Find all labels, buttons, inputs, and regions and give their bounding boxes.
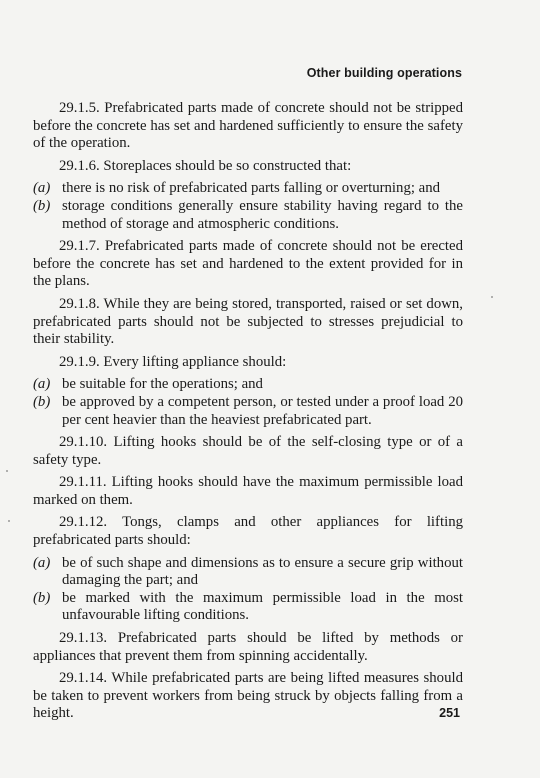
clause-29-1-10: 29.1.10. Lifting hooks should be of the self-closing type or of a safety type.: [33, 434, 463, 468]
list-item: [33, 198, 463, 233]
item-label: (b): [33, 393, 51, 410]
item-label: (a): [33, 376, 51, 393]
scan-speck: [491, 296, 493, 298]
item-label: (a): [33, 180, 51, 197]
clause-29-1-11: 29.1.11. Lifting hooks should have the maximum permissible load marked on them.: [33, 474, 463, 508]
item-text: be suitable for the operations; and: [62, 376, 263, 393]
clause-29-1-5: 29.1.5. Prefabricated parts made of concrete should not be stripped before the concrete has set and hardened sufficiently to ensure the safety of the operation.: [33, 100, 463, 152]
clause-29-1-6: 29.1.6. Storeplaces should be so constructed that:: [59, 157, 352, 174]
item-label: (b): [33, 589, 51, 606]
item-text: be marked with the maximum permissible load in the most unfavourable lifting conditions.: [62, 589, 463, 624]
list-item: [33, 180, 463, 198]
item-text: there is no risk of prefabricated parts falling or overturning; and: [62, 180, 441, 197]
item-label: (b): [33, 197, 51, 214]
running-header: Other building operations: [306, 66, 462, 80]
list-item: [33, 590, 463, 625]
item-text: be approved by a competent person, or tested under a proof load 20 per cent heavier than the heaviest prefabricated part.: [62, 393, 463, 428]
item-text: storage conditions generally ensure stability having regard to the method of storage and atmospheric conditions.: [62, 197, 463, 232]
clause-29-1-12: 29.1.12. Tongs, clamps and other appliances for lifting prefabricated parts should:: [33, 514, 463, 549]
body-text: [33, 100, 463, 728]
item-text: be of such shape and dimensions as to ensure a secure grip without damaging the part; and: [62, 554, 463, 589]
list-item: [33, 394, 463, 429]
page-number: 251: [439, 706, 460, 720]
list-item: [33, 376, 463, 394]
list-item: [33, 555, 463, 590]
clause-29-1-9: 29.1.9. Every lifting appliance should:: [59, 353, 287, 370]
scan-speck: [6, 470, 8, 472]
clause-29-1-13: 29.1.13. Prefabricated parts should be lifted by methods or appliances that prevent them from spinning accidentally.: [33, 630, 463, 664]
scan-speck: [8, 520, 10, 522]
item-label: (a): [33, 554, 51, 571]
clause-29-1-7: 29.1.7. Prefabricated parts made of concrete should not be erected before the concrete has set and hardened to the extent provided for in the plans.: [33, 238, 463, 290]
clause-29-1-8: 29.1.8. While they are being stored, transported, raised or set down, prefabricated parts should not be subjected to stresses prejudicial to their stability.: [33, 295, 463, 348]
clause-29-1-14: 29.1.14. While prefabricated parts are being lifted measures should be taken to prevent workers from being struck by objects falling from a height.: [33, 670, 463, 722]
